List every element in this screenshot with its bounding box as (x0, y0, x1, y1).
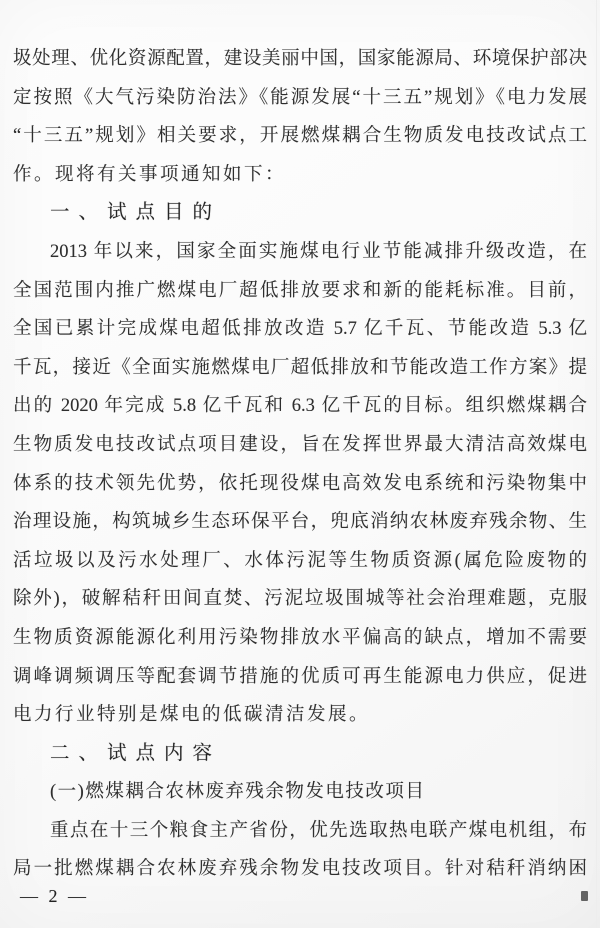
body-line: 活垃圾以及污水处理厂、水体污泥等生物质资源(属危险废物的 (13, 550, 587, 571)
body-line: 体系的技术领先优势，依托现役煤电高效发电系统和污染物集中 (13, 473, 587, 494)
body-line: 作。现将有关事项通知如下： (13, 164, 287, 185)
body-line: 重点在十三个粮食主产省份，优先选取热电联产煤电机组，布 (50, 820, 587, 841)
body-line: 除外)，破解秸秆田间直焚、污泥垃圾围城等社会治理难题，克服 (13, 589, 587, 610)
body-line: 生物质发电技改试点项目建设，旨在发挥世界最大清洁高效煤电 (13, 434, 587, 455)
body-line: 全国已累计完成煤电超低排放改造 5.7 亿千瓦、节能改造 5.3 亿 (13, 319, 587, 340)
section-heading-1: 一、试点目的 (50, 202, 222, 224)
body-line: 2013 年以来，国家全面实施煤电行业节能减排升级改造，在 (50, 241, 587, 262)
body-line: 生物质资源能源化利用污染物排放水平偏高的缺点，增加不需要 (13, 627, 587, 648)
subsection-heading: (一)燃煤耦合农林废弃残余物发电技改项目 (50, 782, 426, 803)
body-line: 治理设施，构筑城乡生态环保平台，兜底消纳农林废弃残余物、生 (13, 512, 587, 533)
body-line: 出的 2020 年完成 5.8 亿千瓦和 6.3 亿千瓦的目标。组织燃煤耦合 (13, 396, 587, 417)
page-number: — 2 — (20, 886, 89, 906)
body-line: 调峰调频调压等配套调节措施的优质可再生能源电力供应，促进 (13, 666, 587, 687)
body-line: 圾处理、优化资源配置，建设美丽中国，国家能源局、环境保护部决 (13, 49, 587, 69)
body-line: 千瓦，接近《全面实施燃煤电厂超低排放和节能改造工作方案》提 (13, 357, 587, 378)
body-line: 定按照《大气污染防治法》《能源发展“十三五”规划》《电力发展 (13, 87, 587, 108)
body-line: 全国范围内推广燃煤电厂超低排放要求和新的能耗标准。目前， (13, 280, 587, 301)
body-line: “十三五”规划》相关要求，开展燃煤耦合生物质发电技改试点工 (13, 126, 587, 147)
section-heading-2: 二、试点内容 (50, 742, 222, 764)
body-line: 局一批燃煤耦合农林废弃残余物发电技改项目。针对秸秆消纳困 (13, 859, 587, 880)
scan-artifact (581, 891, 588, 901)
document-body (13, 40, 587, 889)
body-line: 电力行业特别是煤电的低碳清洁发展。 (13, 705, 371, 726)
